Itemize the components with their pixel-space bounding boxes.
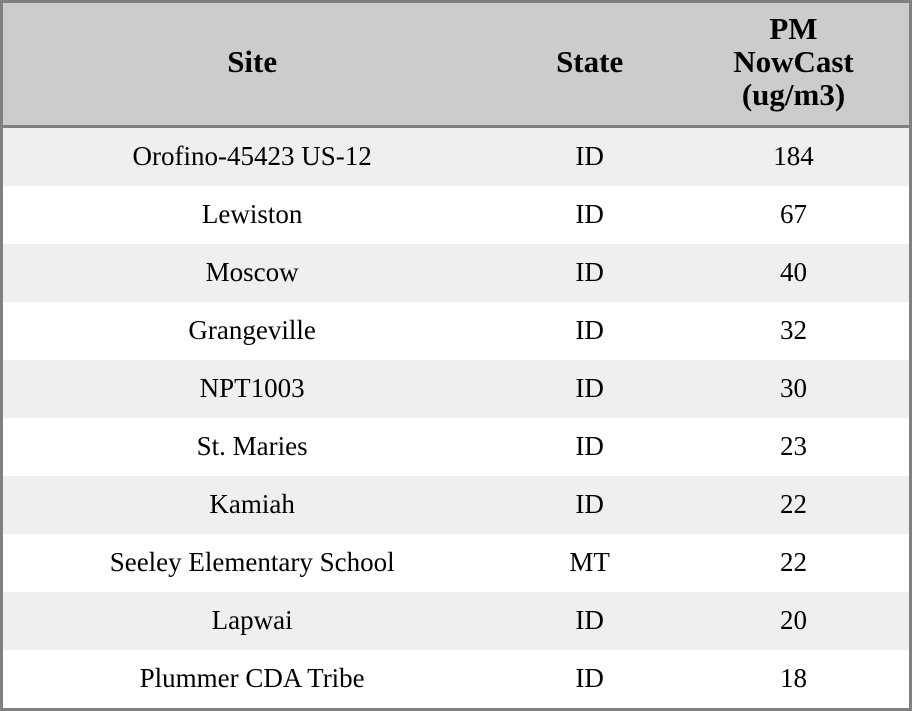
table-row [3,186,909,244]
cell-site: Seeley Elementary School [109,547,395,577]
pm-nowcast-table [3,3,909,708]
cell-site: Kamiah [209,489,295,519]
table-row [3,126,909,186]
column-header-pm-nowcast-line3: (ug/m3) [741,77,846,113]
cell-state: ID [575,373,604,403]
cell-site: NPT1003 [199,373,305,403]
table-row [3,534,909,592]
cell-site: Lapwai [211,605,293,635]
table-row [3,476,909,534]
column-header-pm-nowcast-line2: NowCast [733,44,854,80]
cell-pm-nowcast: 67 [779,199,807,229]
cell-site: St. Maries [196,431,308,461]
column-header-state: State [501,3,678,126]
cell-site: Plummer CDA Tribe [139,663,365,693]
cell-state: ID [575,315,604,345]
table-body [3,126,909,708]
cell-state: ID [575,431,604,461]
table-row [3,650,909,708]
table-header [3,3,909,126]
cell-state: ID [575,199,604,229]
cell-pm-nowcast: 23 [779,431,807,461]
cell-state: ID [575,489,604,519]
cell-site: Moscow [205,257,299,287]
cell-site: Grangeville [188,315,316,345]
cell-pm-nowcast: 22 [779,547,807,577]
column-header-site: Site [3,3,501,126]
cell-pm-nowcast: 30 [779,373,807,403]
cell-pm-nowcast: 18 [779,663,807,693]
cell-pm-nowcast: 20 [779,605,807,635]
cell-state: ID [575,605,604,635]
table-header-row [3,3,909,126]
cell-site: Orofino-45423 US-12 [132,141,372,171]
column-header-pm-nowcast-line1: PM [769,10,818,46]
cell-pm-nowcast: 184 [773,141,814,171]
cell-pm-nowcast: 40 [779,257,807,287]
cell-state: ID [575,141,604,171]
cell-state: ID [575,257,604,287]
cell-state: ID [575,663,604,693]
cell-state: MT [569,547,610,577]
table-row [3,418,909,476]
cell-pm-nowcast: 32 [779,315,807,345]
table-row [3,302,909,360]
column-header-pm-nowcast [678,3,909,126]
cell-pm-nowcast: 22 [779,489,807,519]
table-row [3,244,909,302]
table-row [3,592,909,650]
table-row [3,360,909,418]
cell-site: Lewiston [201,199,303,229]
